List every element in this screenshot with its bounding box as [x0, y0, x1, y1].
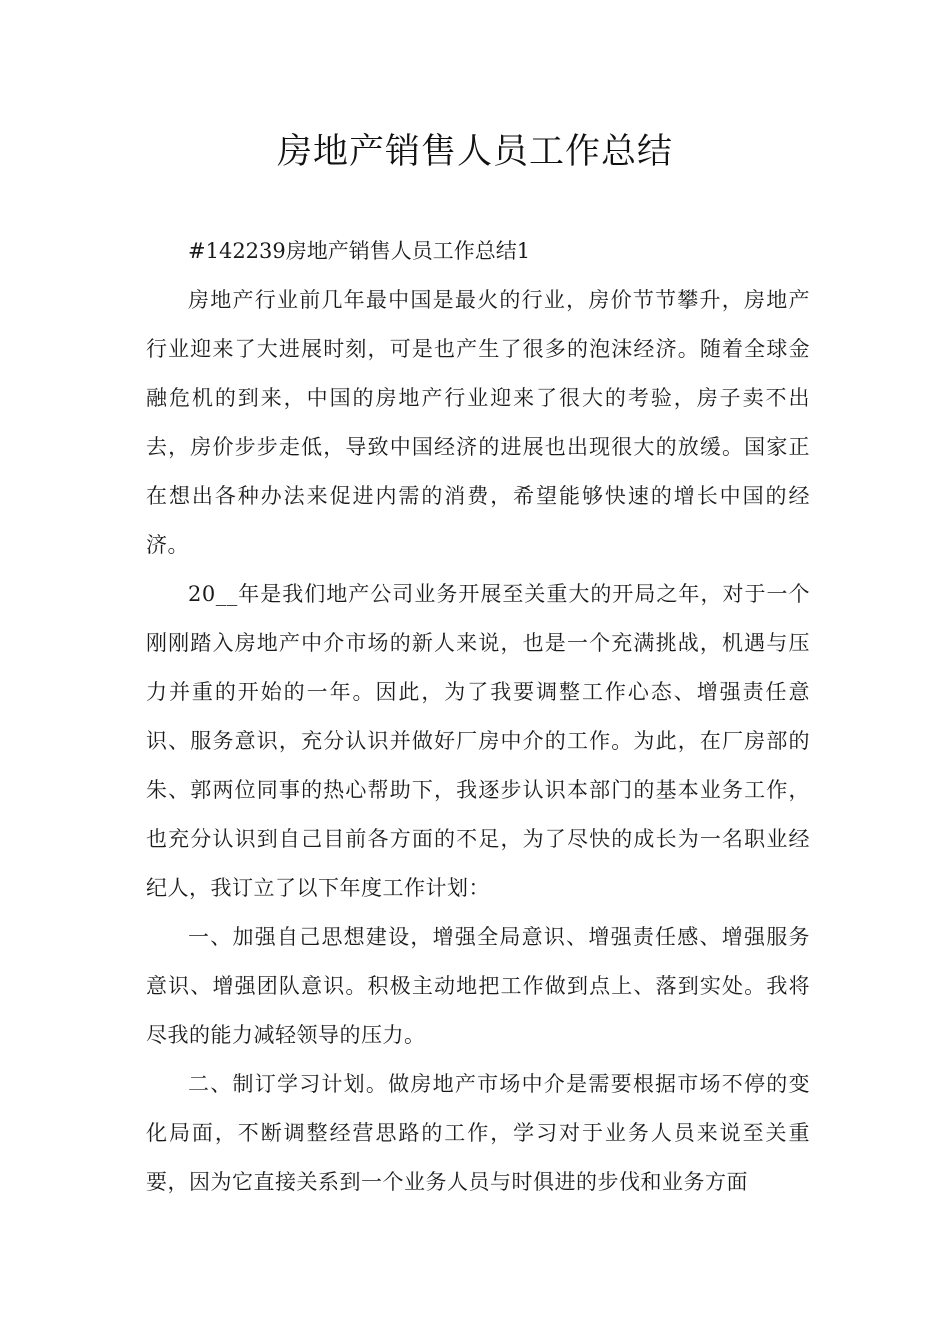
paragraph-intro: 房地产行业前几年最中国是最火的行业，房价节节攀升，房地产行业迎来了大进展时刻，可是也产生了很多的泡沫经济。随着全球金融危机的到来，中国的房地产行业迎来了很大的考验，房子卖不出去，房价步步走低，导致中国经济的进展也出现很大的放缓。国家正在想出各种办法来促进内需的消费，希望能够快速的增长中国的经济。	[146, 288, 810, 557]
paragraph-point-two: 二、制订学习计划。做房地产市场中介是需要根据市场不停的变化局面，不断调整经营思路的工作，学习对于业务人员来说至关重要，因为它直接关系到一个业务人员与时俱进的步伐和业务方面	[146, 1072, 810, 1194]
paragraph-year-plan: 20__年是我们地产公司业务开展至关重大的开局之年，对于一个刚刚踏入房地产中介市场的新人来说，也是一个充满挑战，机遇与压力并重的开始的一年。因此，为了我要调整工作心态、增强责任意识、服务意识，充分认识并做好厂房中介的工作。为此，在厂房部的朱、郭两位同事的热心帮助下，我逐步认识本部门的基本业务工作，也充分认识到自己目前各方面的不足，为了尽快的成长为一名职业经纪人，我订立了以下年度工作计划：	[146, 582, 810, 900]
paragraph-point-one: 一、加强自己思想建设，增强全局意识、增强责任感、增强服务意识、增强团队意识。积极主动地把工作做到点上、落到实处。我将尽我的能力减轻领导的压力。	[146, 925, 810, 1047]
document-title: 房地产销售人员工作总结	[276, 132, 673, 172]
document-body	[146, 227, 810, 1207]
document-subtitle: #142239房地产销售人员工作总结1	[188, 239, 531, 263]
